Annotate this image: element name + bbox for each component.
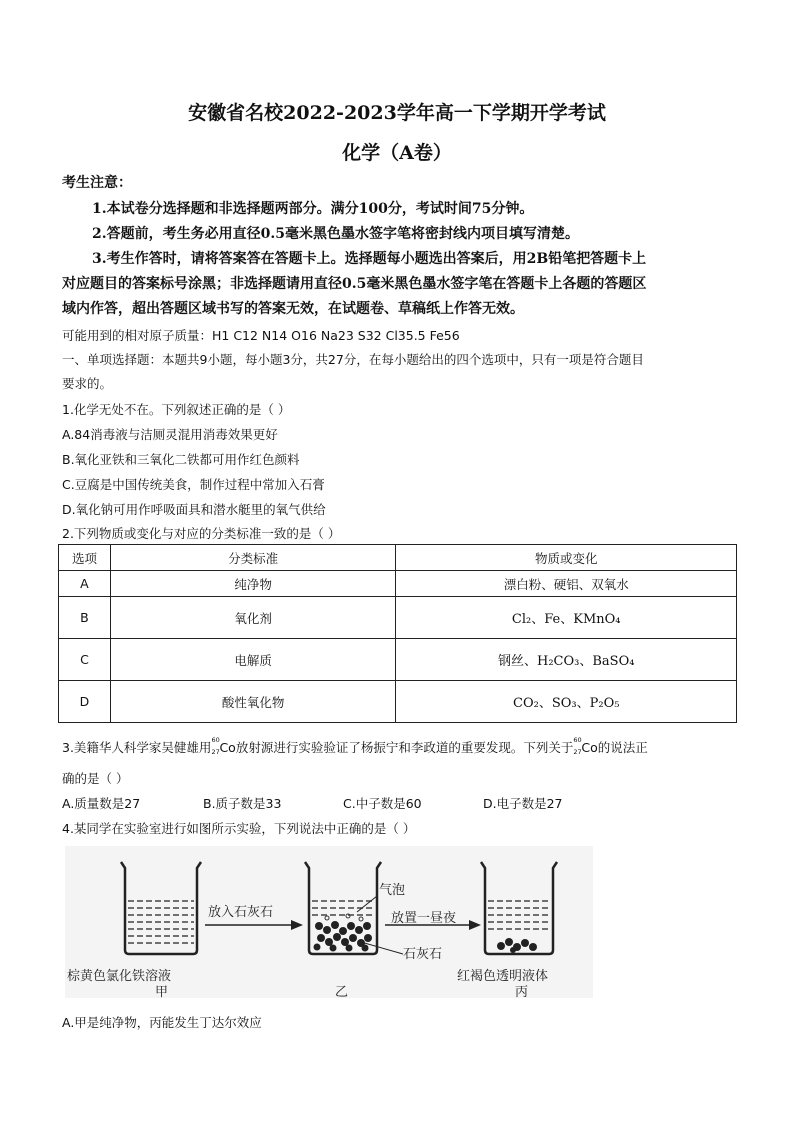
isotope-atomic-number: 27 [573,748,582,756]
row-items: Cl₂、Fe、KMnO₄ [396,597,737,639]
notice-item-3-line-1: 3.考生作答时，请将答案答在答题卡上。选择题每小题选出答案后，用2B铅笔把答题卡上 [92,251,647,267]
q3-stem-part-3: 的说法正 [597,740,648,755]
table-row [59,597,737,639]
isotope-notation [573,736,582,756]
notice-heading: 考生注意： [62,175,132,191]
beaker-3-caption: 红褐色透明液体 [457,969,549,984]
q3-stem-part-2: 放射源进行实验验证了杨振宁和李政道的重要发现。下列关于 [235,740,574,755]
row-option: C [59,639,111,681]
notice-item-2: 2.答题前，考生务必用直径0.5毫米黑色墨水签字笔将密封线内项目填写清楚。 [92,226,579,242]
q3-option-c: C.中子数是60 [343,796,422,811]
section-1-line-1: 一、单项选择题：本题共9小题，每小题3分，共27分，在每小题给出的四个选项中，只有一项是符合题目 [62,352,644,367]
q3-option-a: A.质量数是27 [62,796,141,811]
table-row [59,639,737,681]
q4-figure [65,846,593,998]
q1-option-c: C.豆腐是中国传统美食，制作过程中常加入石膏 [62,477,325,492]
q3-stem-part-1: 3.美籍华人科学家吴健雄用 [62,740,212,755]
row-items: 漂白粉、硬铝、双氧水 [396,571,737,597]
stone-label: 石灰石 [403,947,443,962]
row-standard: 纯净物 [110,571,396,597]
row-option: D [59,681,111,723]
row-standard: 电解质 [110,639,396,681]
atomic-masses: 可能用到的相对原子质量：H1 C12 N14 O16 Na23 S32 Cl35.5 Fe56 [62,328,460,343]
row-items: CO₂、SO₃、P₂O₅ [396,681,737,723]
beaker-2-label: 乙 [335,985,349,998]
isotope-symbol: Co [219,740,236,755]
beaker-1-label: 甲 [155,985,169,998]
q2-stem: 2.下列物质或变化与对应的分类标准一致的是（ ） [62,526,341,541]
q3-stem-line-1 [62,738,648,756]
q4-option-a: A.甲是纯净物，丙能发生丁达尔效应 [62,1015,262,1030]
notice-item-3-line-3: 域内作答，超出答题区域书写的答案无效，在试题卷、草稿纸上作答无效。 [62,301,524,317]
row-standard: 氧化剂 [110,597,396,639]
table-header-items: 物质或变化 [396,545,737,571]
table-row [59,681,737,723]
table-header-standard: 分类标准 [110,545,396,571]
isotope-notation [211,736,220,756]
row-items: 钢丝、H₂CO₃、BaSO₄ [396,639,737,681]
q1-stem: 1.化学无处不在。下列叙述正确的是（ ） [62,402,291,417]
q3-option-b: B.质子数是33 [203,796,282,811]
q3-option-d: D.电子数是27 [483,796,563,811]
beaker-1-caption: 棕黄色氯化铁溶液 [67,969,172,984]
page-subtitle: 化学（A卷） [342,142,452,164]
arrow-1-label: 放入石灰石 [208,905,274,920]
q1-option-d: D.氧化钠可用作呼吸面具和潜水艇里的氧气供给 [62,502,326,517]
row-standard: 酸性氧化物 [110,681,396,723]
bubble-label: 气泡 [379,883,406,898]
table-row [59,571,737,597]
q1-option-b: B.氧化亚铁和三氧化二铁都可用作红色颜料 [62,452,300,467]
q1-option-a: A.84消毒液与洁厕灵混用消毒效果更好 [62,427,278,442]
table-header-row [59,545,737,571]
q3-stem-line-2: 确的是（ ） [62,771,129,786]
isotope-atomic-number: 27 [211,748,220,756]
q4-stem: 4.某同学在实验室进行如图所示实验，下列说法中正确的是（ ） [62,821,416,836]
notice-item-3-line-2: 对应题目的答案标号涂黑；非选择题请用直径0.5毫米黑色墨水签字笔在答题卡上各题的答题区 [62,276,647,292]
table-header-option: 选项 [59,545,111,571]
isotope-mass-number: 60 [211,736,220,744]
beaker-3-label: 丙 [515,985,529,998]
arrow-2-label: 放置一昼夜 [391,911,457,926]
row-option: A [59,571,111,597]
page-title: 安徽省名校2022-2023学年高一下学期开学考试 [188,102,606,124]
isotope-mass-number: 60 [573,736,582,744]
section-1-line-2: 要求的。 [62,376,113,391]
q2-table [58,544,737,723]
isotope-symbol: Co [581,740,598,755]
notice-item-1: 1.本试卷分选择题和非选择题两部分。满分100分，考试时间75分钟。 [92,201,534,217]
row-option: B [59,597,111,639]
